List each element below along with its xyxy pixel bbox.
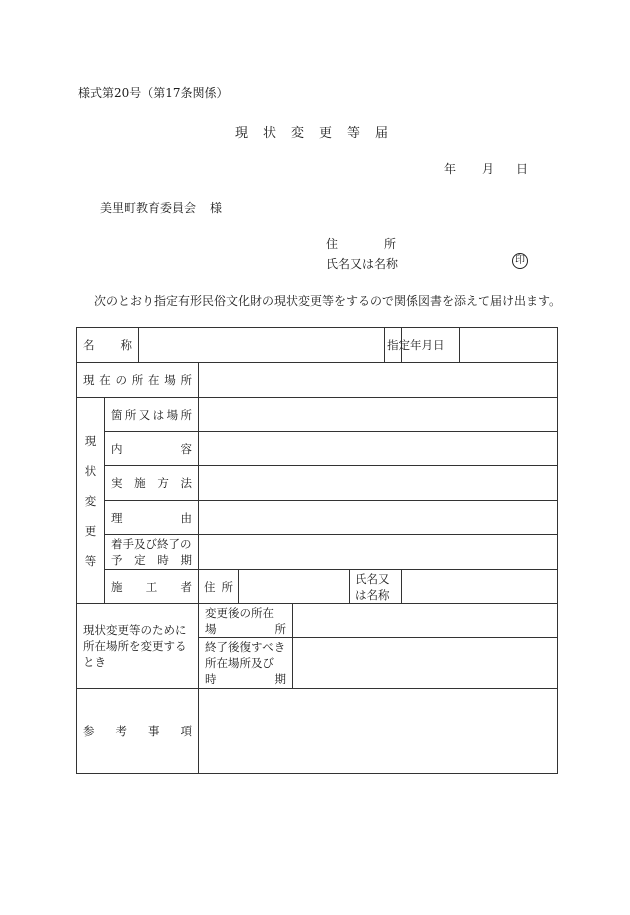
contractor-label-cell — [105, 570, 199, 604]
name-label-cell — [77, 328, 139, 363]
table-row-period — [77, 535, 558, 570]
table-row-contractor — [77, 570, 558, 604]
new-location-label-cell — [199, 604, 293, 638]
restore-label-cell — [199, 638, 293, 689]
contractor-address-label: 住 所 — [204, 579, 233, 594]
content-label-cell — [105, 432, 199, 466]
contractor-address-label-cell — [199, 570, 239, 604]
new-location-line2: 場 所 — [205, 621, 286, 636]
table-row-remarks — [77, 689, 558, 774]
contractor-address-input[interactable] — [239, 570, 350, 604]
reason-input[interactable] — [199, 501, 558, 535]
group-char-1: 現 — [84, 433, 97, 448]
current-location-label-cell — [77, 363, 199, 398]
method-label: 実 施 方 法 — [111, 476, 192, 490]
relocation-label-cell — [77, 604, 199, 689]
name-label: 名 称 — [83, 338, 132, 352]
restore-line2: 所在場所及び — [205, 656, 274, 670]
statement-text: 次のとおり指定有形民俗文化財の現状変更等をするので関係図書を添えて届け出ます。 — [94, 294, 562, 308]
date-day-label: 日 — [516, 162, 529, 176]
group-char-5: 等 — [84, 553, 97, 568]
period-input[interactable] — [199, 535, 558, 570]
group-char-4: 更 — [84, 523, 97, 538]
designation-date-label: 指定年月日 — [385, 328, 460, 362]
reason-label: 理 由 — [111, 510, 192, 525]
group-char-2: 状 — [84, 463, 97, 478]
contractor-label: 施 工 者 — [111, 579, 192, 594]
remarks-input[interactable] — [199, 689, 558, 774]
date-month-label: 月 — [482, 162, 495, 176]
period-label-line1: 着手及び終了の — [111, 537, 192, 551]
group-label-cell — [77, 398, 105, 604]
new-location-input[interactable] — [293, 604, 558, 638]
group-label — [77, 433, 104, 569]
location-label-cell — [105, 398, 199, 432]
document-title: 現状変更等届 — [234, 126, 403, 141]
designation-date-wrapper — [387, 328, 558, 363]
content-label: 内 容 — [111, 441, 192, 456]
group-char-3: 変 — [84, 493, 97, 508]
contractor-name-label-cell — [350, 570, 402, 604]
addressee — [100, 199, 222, 216]
location-label: 箇 所 又 は 場 所 — [111, 407, 192, 422]
period-label — [105, 536, 198, 568]
seal-mark: 印 — [512, 253, 528, 269]
relocation-label: 現状変更等のために所在場所を変更するとき — [83, 623, 187, 669]
remarks-label-cell — [77, 689, 199, 774]
table-row-method — [77, 466, 558, 501]
name-input-cell[interactable] — [139, 328, 385, 363]
addressee-name: 美里町教育委員会 — [100, 201, 197, 215]
restore-line3: 時 期 — [205, 672, 286, 686]
restore-line1: 終了後復すべき — [205, 640, 286, 654]
table-row-content — [77, 432, 558, 466]
designation-date-input[interactable] — [460, 328, 557, 362]
notification-table — [76, 327, 558, 774]
reason-label-cell — [105, 501, 199, 535]
addressee-honorific: 様 — [210, 201, 223, 215]
applicant-name-label: 氏名又は名称 — [326, 257, 399, 271]
method-label-cell — [105, 466, 199, 501]
current-location-label: 現 在 の 所 在 場 所 — [83, 373, 192, 387]
form-number: 様式第20号（第17条関係） — [78, 86, 229, 100]
contractor-name-input[interactable] — [402, 570, 558, 604]
period-label-cell — [105, 535, 199, 570]
method-input[interactable] — [199, 466, 558, 501]
table-row-location — [77, 398, 558, 432]
remarks-label: 参 考 事 項 — [83, 724, 192, 738]
table-row-name — [77, 328, 558, 363]
current-location-input[interactable] — [199, 363, 558, 398]
table-row-current-location — [77, 363, 558, 398]
restore-input[interactable] — [293, 638, 558, 689]
period-label-line2: 予 定 時 期 — [111, 553, 192, 567]
date-year-label: 年 — [444, 162, 457, 176]
restore-label — [199, 639, 292, 687]
content-input[interactable] — [199, 432, 558, 466]
table-row-reason — [77, 501, 558, 535]
applicant-address-label: 住 所 — [326, 237, 396, 251]
table-row-new-location — [77, 604, 558, 638]
contractor-name-label — [350, 571, 401, 603]
location-input[interactable] — [199, 398, 558, 432]
contractor-name-line2: は名称 — [355, 587, 390, 602]
new-location-line1: 変更後の所在 — [205, 605, 274, 620]
contractor-name-line1: 氏名又 — [355, 571, 390, 586]
new-location-label — [199, 605, 292, 637]
